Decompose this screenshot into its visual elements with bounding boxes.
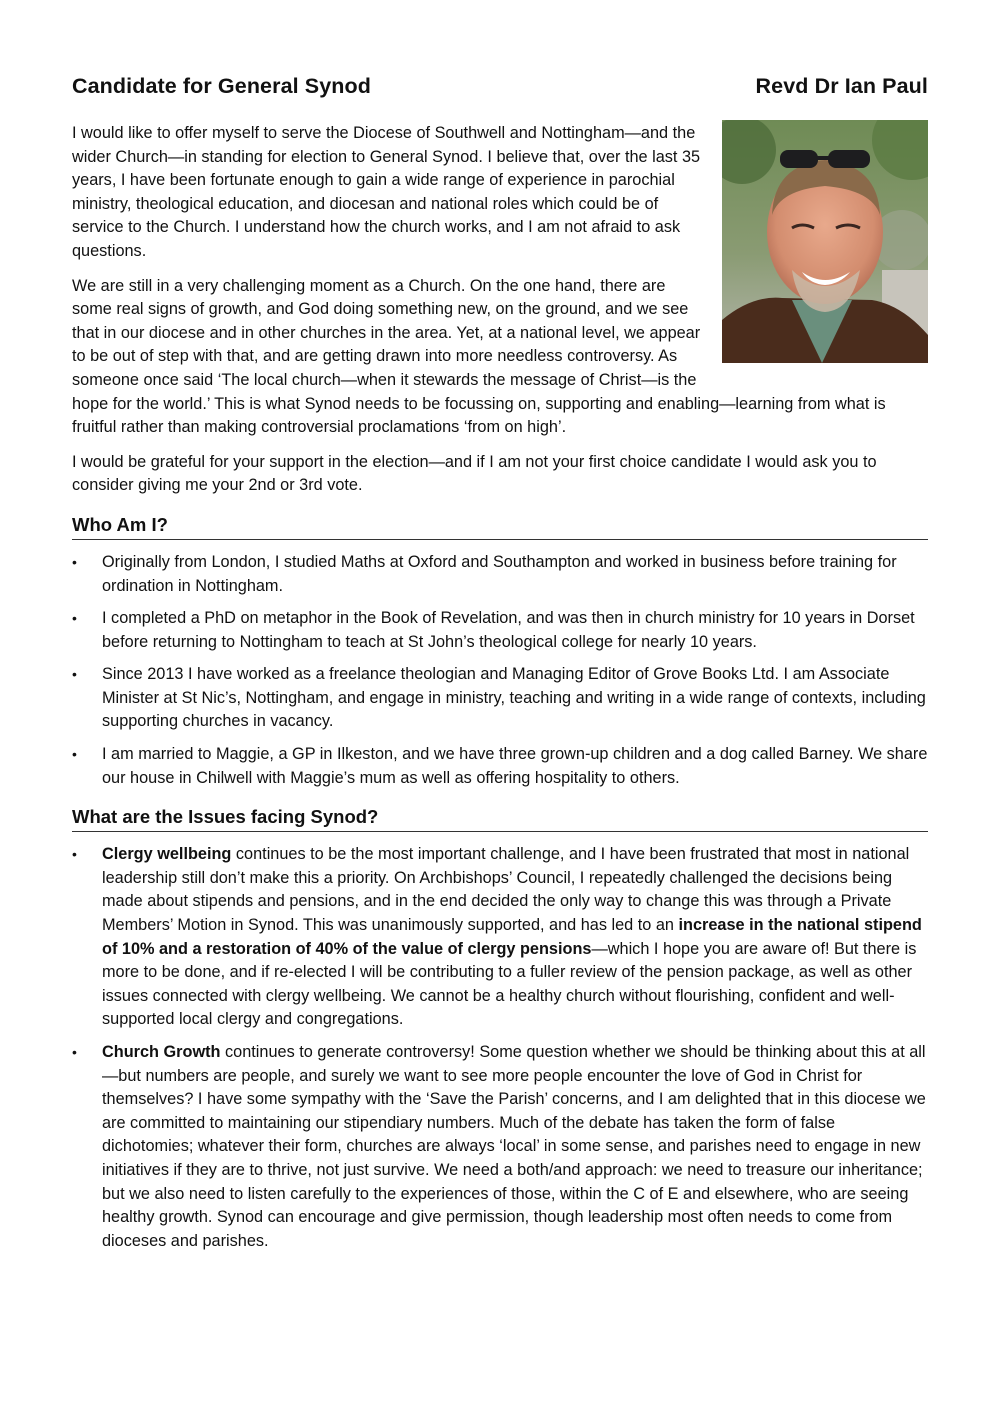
who-am-i-heading: Who Am I? <box>72 514 928 540</box>
intro-section <box>72 122 928 498</box>
candidate-name: Revd Dr Ian Paul <box>755 74 928 98</box>
header <box>72 74 928 112</box>
stipend-pension-highlight: increase in the national stipend of 10% and a restoration of 40% of the value of clergy pensions <box>102 916 922 958</box>
issues-list <box>72 843 928 1253</box>
bullet-icon: • <box>72 846 77 863</box>
bullet-icon: • <box>72 553 77 570</box>
issue-title: Church Growth <box>102 1043 221 1061</box>
list-item-church-growth: • Church Growth continues to generate controversy! Some question whether we should be thinking about this at all—but numbers are people, and surely we want to see more people encounter the love of God in Christ for themselves? I have some sympathy with the ‘Save the Parish’ concerns, and I am delighted that in this diocese we are committed to maintaining our stipendiary numbers. Much of the debate has taken the form of false dichotomies; whatever their form, churches are always ‘local’ in some sense, and parishes need to engage in new initiatives if they are to thrive, not just survive. We need a both/and approach: we need to treasure our inheritance; but we also need to listen carefully to the experiences of those, within the C of E and elsewhere, who are seeing healthy growth. Synod can encourage and give permission, though leadership most often needs to come from dioceses and parishes. <box>72 1043 926 1250</box>
bullet-icon: • <box>72 746 77 763</box>
who-am-i-list <box>72 551 928 790</box>
portrait-image <box>722 120 928 363</box>
list-item: • I am married to Maggie, a GP in Ilkeston, and we have three grown-up children and a dog called Barney. We share our house in Chilwell with Maggie’s mum as well as offering hospitality to others. <box>72 745 928 787</box>
bullet-icon: • <box>72 610 77 627</box>
candidate-photo <box>722 120 928 363</box>
intro-paragraph-1: I would like to offer myself to serve the Diocese of Southwell and Nottingham—and the wider Church—in standing for election to General Synod. I believe that, over the last 35 years, I have been fortunate enough to gain a wide range of experience in parochial ministry, theological education, and diocesan and national roles which could be of service to the Church. I understand how the church works, and I am not afraid to ask questions. <box>72 124 701 260</box>
intro-paragraph-2: We are still in a very challenging moment as a Church. On the one hand, there are some real signs of growth, and God doing something new, on the ground, and we see that in our diocese and in other churches in the area. Yet, at a national level, we appear to be out of step with that, and are getting drawn into more needless controversy. As someone once said ‘The local church—when it stewards the message of Christ—is the hope for the world.’ This is what Synod needs to be focussing on, supporting and enabling—learning from what is fruitful rather than making controversial proclamations ‘from on high’. <box>72 276 886 437</box>
issue-title: Clergy wellbeing <box>102 845 232 864</box>
list-item: • Originally from London, I studied Maths at Oxford and Southampton and worked in business before training for ordination in Nottingham. <box>72 552 897 595</box>
list-item: • I completed a PhD on metaphor in the Book of Revelation, and was then in church ministry for 10 years in Dorset before returning to Nottingham to teach at St John’s theological college for nearly 10 years. <box>72 609 915 651</box>
intro-paragraph-3: I would be grateful for your support in the election—and if I am not your first choice candidate I would ask you to consider giving me your 2nd or 3rd vote. <box>72 452 877 495</box>
list-item-clergy-wellbeing: • Clergy wellbeing continues to be the most important challenge, and I have been frustrated that most in national leadership still don’t make this a priority. On Archbishops’ Council, I repeatedly challenged the decisions being made about stipends and pensions, and in the end decided the only way to change this was through a Private Members’ Motion in Synod. This was unanimously supported, and has led to an increase in the national stipend of 10% and a restoration of 40% of the value of clergy pensions—which I hope you are aware of! But there is more to be done, and if re-elected I will be contributing to a fuller review of the pension package, as well as other issues connected with clergy wellbeing. We cannot be a healthy church without flourishing, confident and well-supported local clergy and congregations. <box>72 845 922 1029</box>
page-title: Candidate for General Synod <box>72 74 371 98</box>
bullet-icon: • <box>72 666 77 683</box>
bullet-icon: • <box>72 1044 77 1060</box>
list-item: • Since 2013 I have worked as a freelance theologian and Managing Editor of Grove Books Ltd. I am Associate Minister at St Nic’s, Nottingham, and engage in ministry, teaching and writing in a wide range of contexts, including supporting churches in vacancy. <box>72 665 926 731</box>
issues-heading: What are the Issues facing Synod? <box>72 806 928 832</box>
